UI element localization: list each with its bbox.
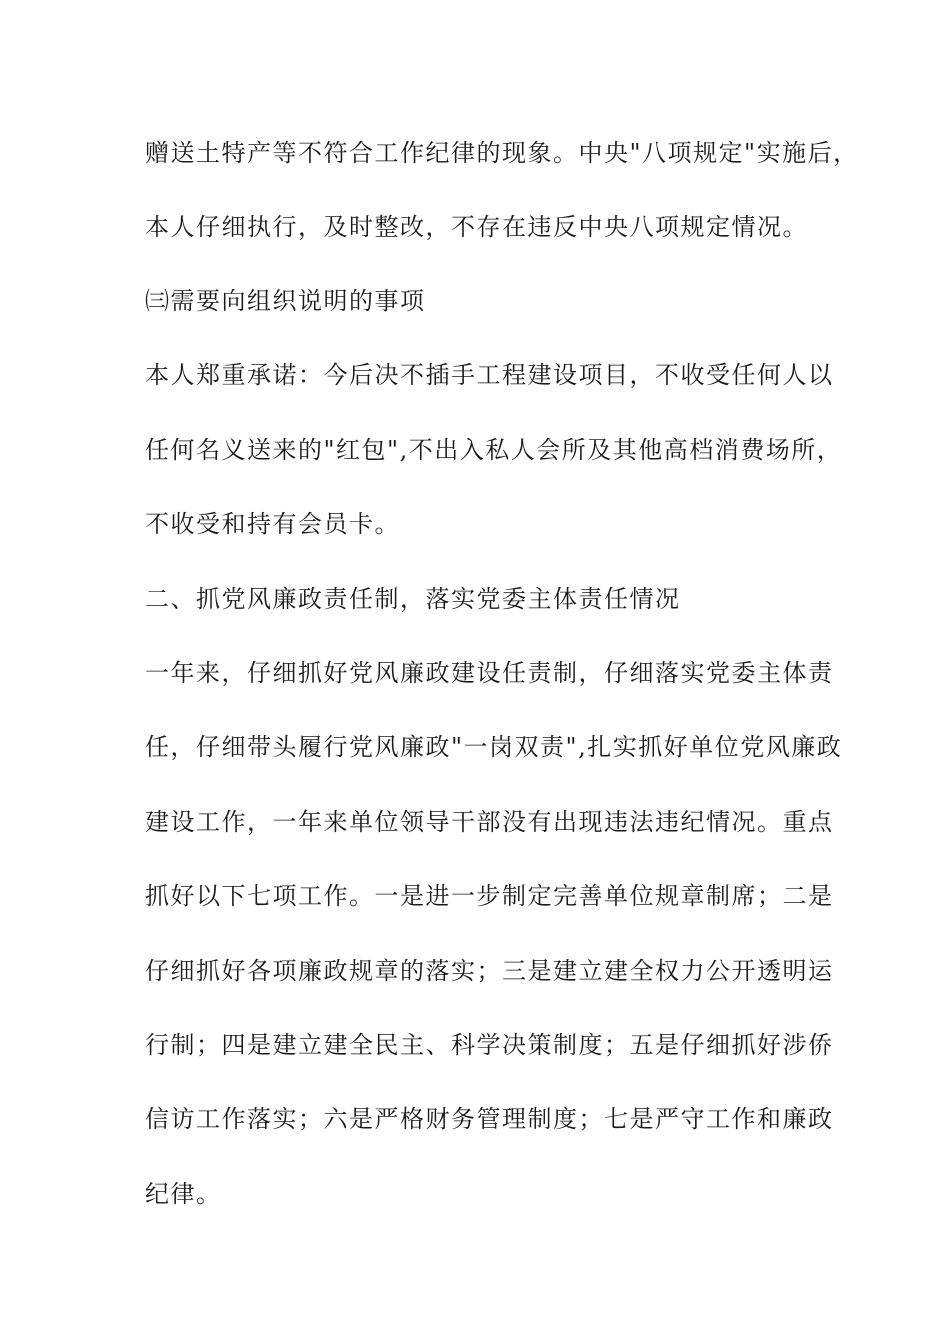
- section-heading: 二、抓党风廉政责任制，落实党委主体责任情况: [145, 585, 681, 613]
- text-line: 任何名义送来的"红包",不出入私人会所及其他高档消费场所，: [145, 436, 843, 464]
- section-heading: ㈢需要向组织说明的事项: [145, 287, 426, 315]
- text-line: 本人郑重承诺：今后决不插手工程建设项目，不收受任何人以: [145, 361, 834, 389]
- text-line: 不收受和持有会员卡。: [145, 510, 400, 538]
- text-line: 抓好以下七项工作。一是进一步制定完善单位规章制席；二是: [145, 882, 834, 910]
- text-line: 信访工作落实；六是严格财务管理制度；七是严守工作和廉政: [145, 1105, 834, 1133]
- text-line: 一年来，仔细抓好党风廉政建设任责制，仔细落实党委主体责: [145, 659, 834, 687]
- text-line: 行制；四是建立建全民主、科学决策制度；五是仔细抓好涉侨: [145, 1031, 834, 1059]
- text-line: 建设工作，一年来单位领导干部没有出现违法违纪情况。重点: [145, 808, 834, 836]
- text-line: 本人仔细执行，及时整改，不存在违反中央八项规定情况。: [145, 213, 808, 241]
- text-line: 赠送土特产等不符合工作纪律的现象。中央"八项规定"实施后，: [145, 139, 859, 167]
- text-line: 纪律。: [145, 1180, 222, 1208]
- text-line: 仔细抓好各项廉政规章的落实；三是建立建全权力公开透明运: [145, 957, 834, 985]
- text-line: 任，仔细带头履行党风廉政"一岗双责",扎实抓好单位党风廉政: [145, 733, 843, 761]
